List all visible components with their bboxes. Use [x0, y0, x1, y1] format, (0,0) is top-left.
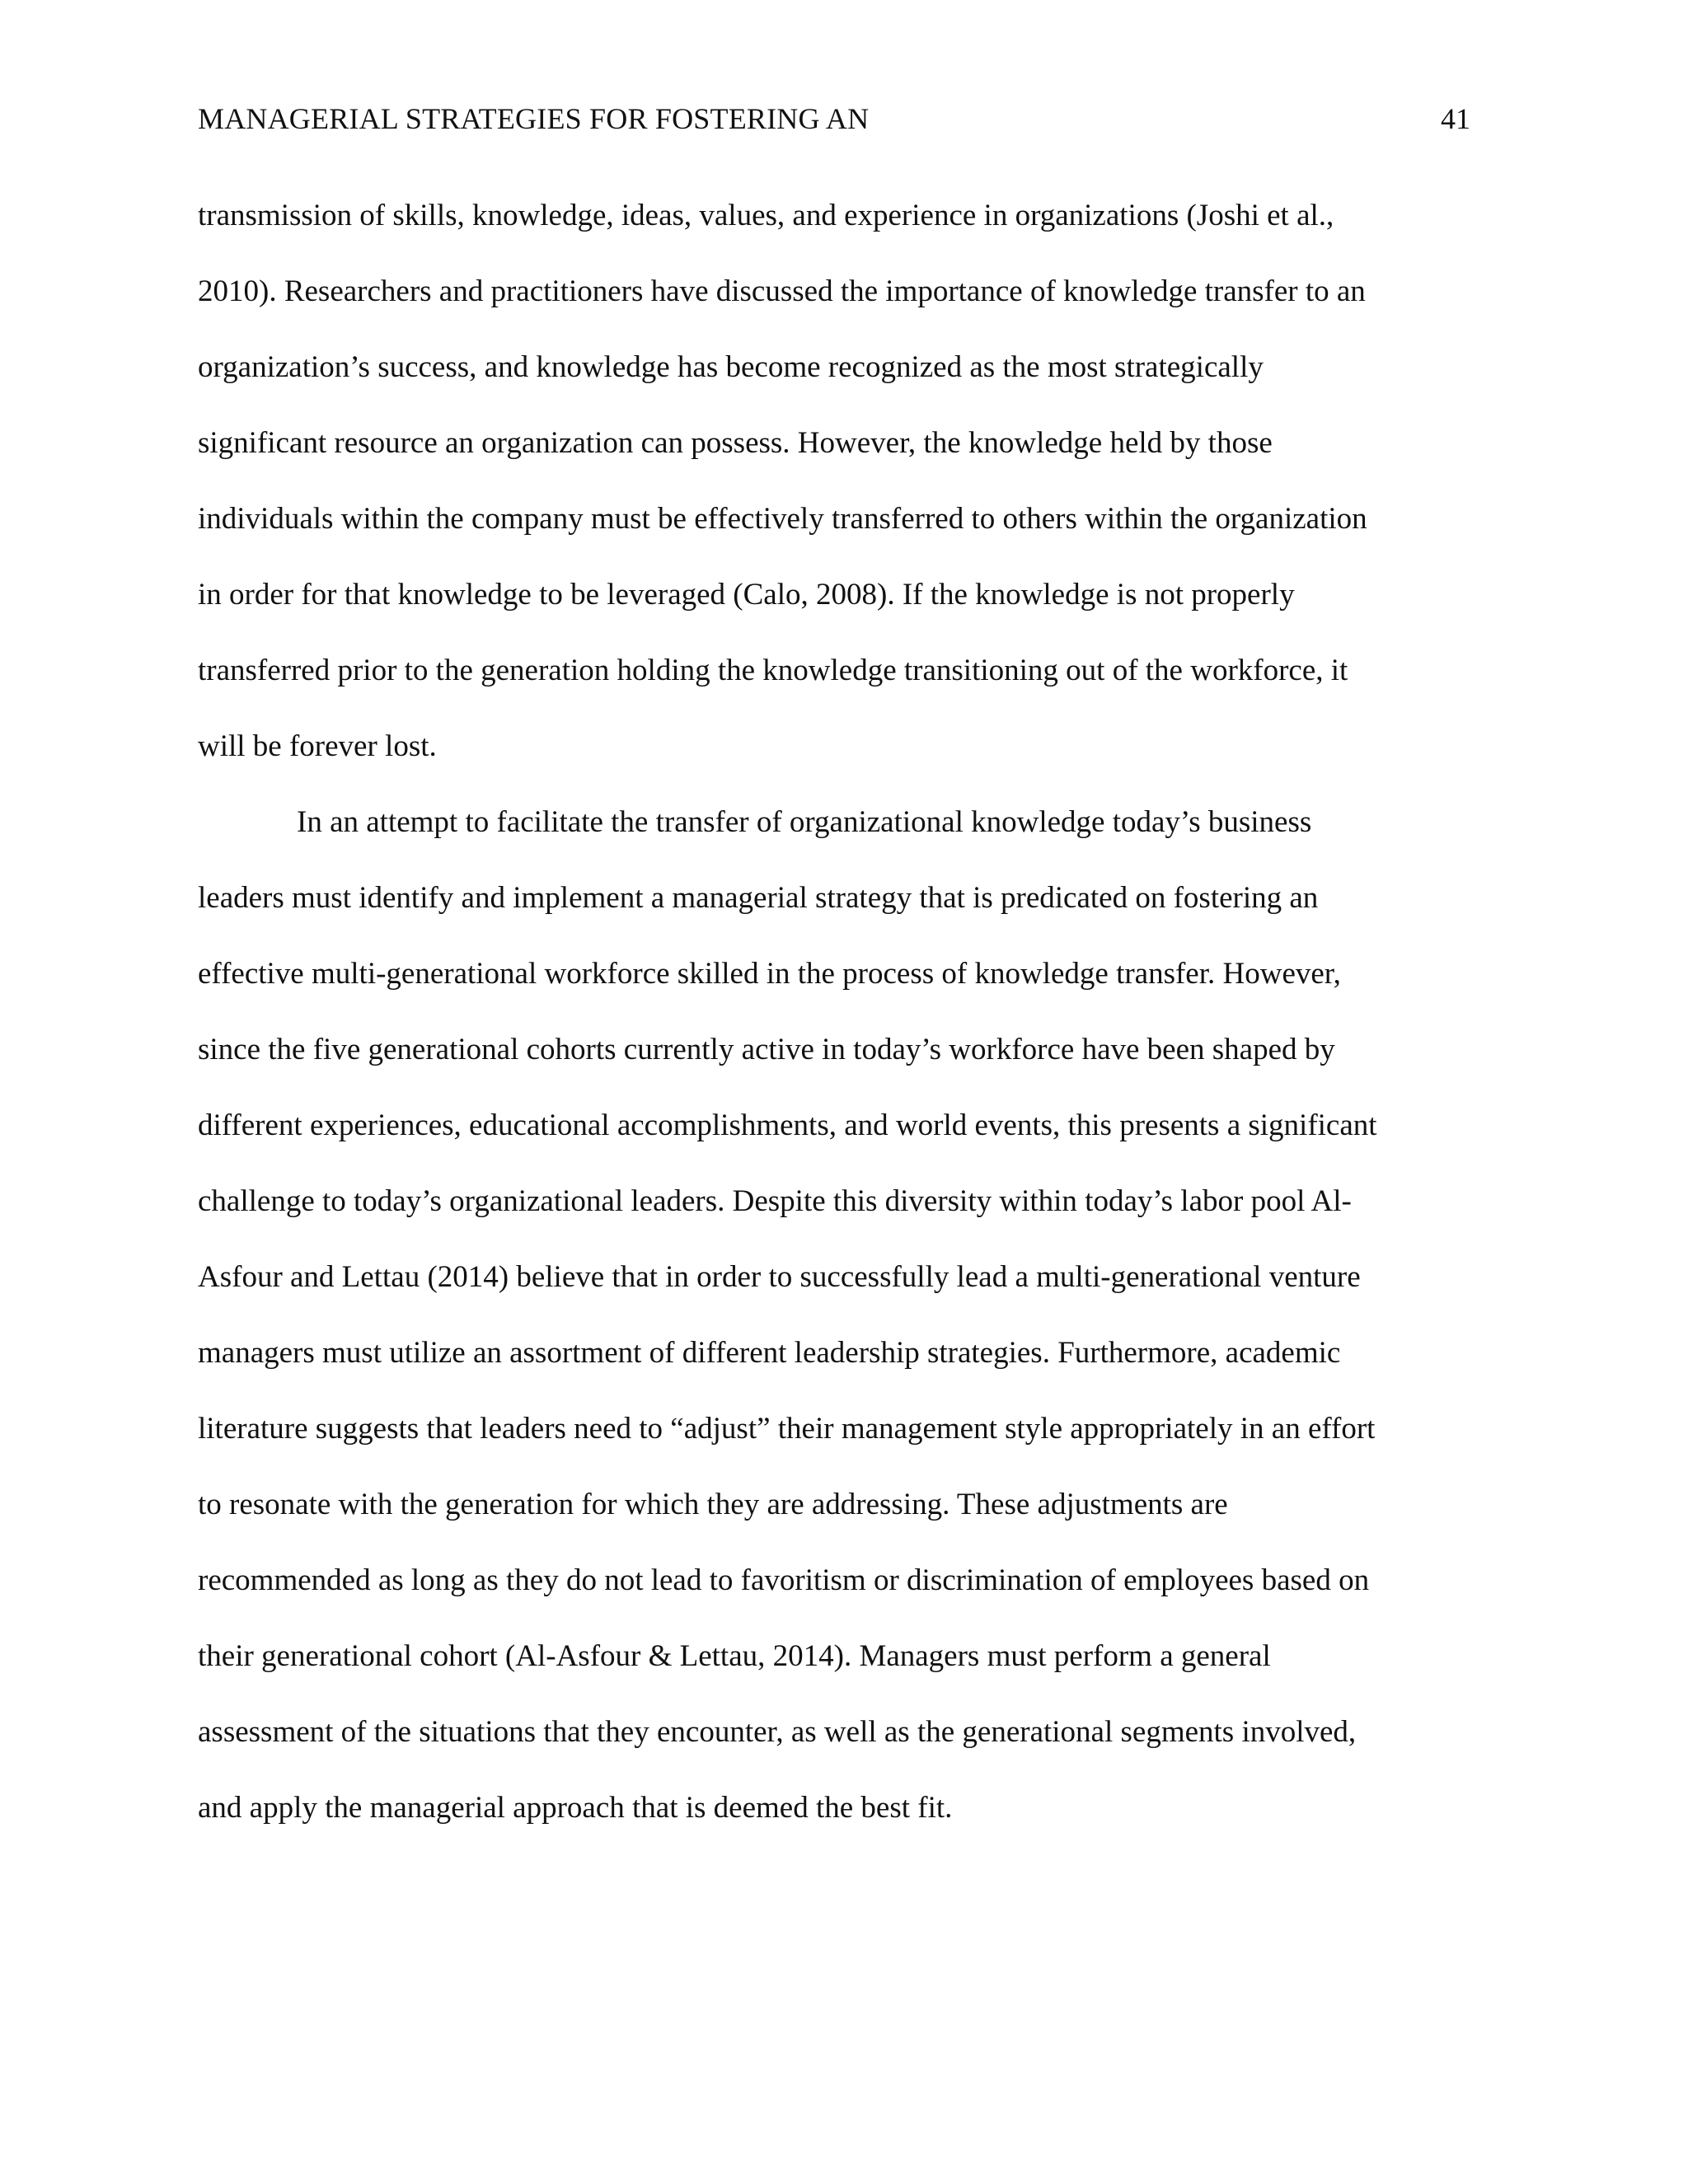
text-line: significant resource an organization can possess. However, the knowledge held by those — [198, 426, 1273, 460]
text-line: leaders must identify and implement a managerial strategy that is predicated on fostering an — [198, 881, 1319, 915]
text-line: assessment of the situations that they encounter, as well as the generational segments involved, — [198, 1715, 1357, 1749]
text-line: since the five generational cohorts currently active in today’s workforce have been shaped by — [198, 1033, 1335, 1066]
text-line: transmission of skills, knowledge, ideas, values, and experience in organizations (Joshi et al., — [198, 199, 1334, 232]
text-line: challenge to today’s organizational leaders. Despite this diversity within today’s labor pool Al- — [198, 1184, 1352, 1218]
paragraph-2 — [198, 801, 1484, 1863]
body-text — [198, 194, 1484, 1863]
text-line: different experiences, educational accomplishments, and world events, this presents a significant — [198, 1108, 1377, 1142]
text-line: literature suggests that leaders need to “adjust” their management style appropriately in an effort — [198, 1412, 1376, 1446]
text-line: individuals within the company must be effectively transferred to others within the organization — [198, 502, 1367, 536]
text-line: their generational cohort (Al-Asfour & Lettau, 2014). Managers must perform a general — [198, 1639, 1271, 1673]
page-number: 41 — [1441, 102, 1470, 135]
running-head: MANAGERIAL STRATEGIES FOR FOSTERING AN — [198, 102, 870, 135]
text-line: 2010). Researchers and practitioners have discussed the importance of knowledge transfer to an — [198, 274, 1366, 308]
paragraph-1 — [198, 194, 1484, 801]
text-line: and apply the managerial approach that is deemed the best fit. — [198, 1791, 953, 1825]
text-line: managers must utilize an assortment of different leadership strategies. Furthermore, academic — [198, 1336, 1341, 1370]
text-line: In an attempt to facilitate the transfer of organizational knowledge today’s business — [297, 805, 1312, 839]
text-line: effective multi-generational workforce skilled in the process of knowledge transfer. However, — [198, 957, 1341, 991]
text-line: to resonate with the generation for which they are addressing. These adjustments are — [198, 1488, 1228, 1521]
text-line: will be forever lost. — [198, 729, 437, 763]
text-line: Asfour and Lettau (2014) believe that in order to successfully lead a multi-generational venture — [198, 1260, 1361, 1294]
text-line: recommended as long as they do not lead to favoritism or discrimination of employees based on — [198, 1563, 1370, 1597]
text-line: transferred prior to the generation holding the knowledge transitioning out of the workforce, it — [198, 654, 1348, 687]
text-line: in order for that knowledge to be leveraged (Calo, 2008). If the knowledge is not properly — [198, 578, 1295, 612]
text-line: organization’s success, and knowledge has become recognized as the most strategically — [198, 350, 1264, 384]
